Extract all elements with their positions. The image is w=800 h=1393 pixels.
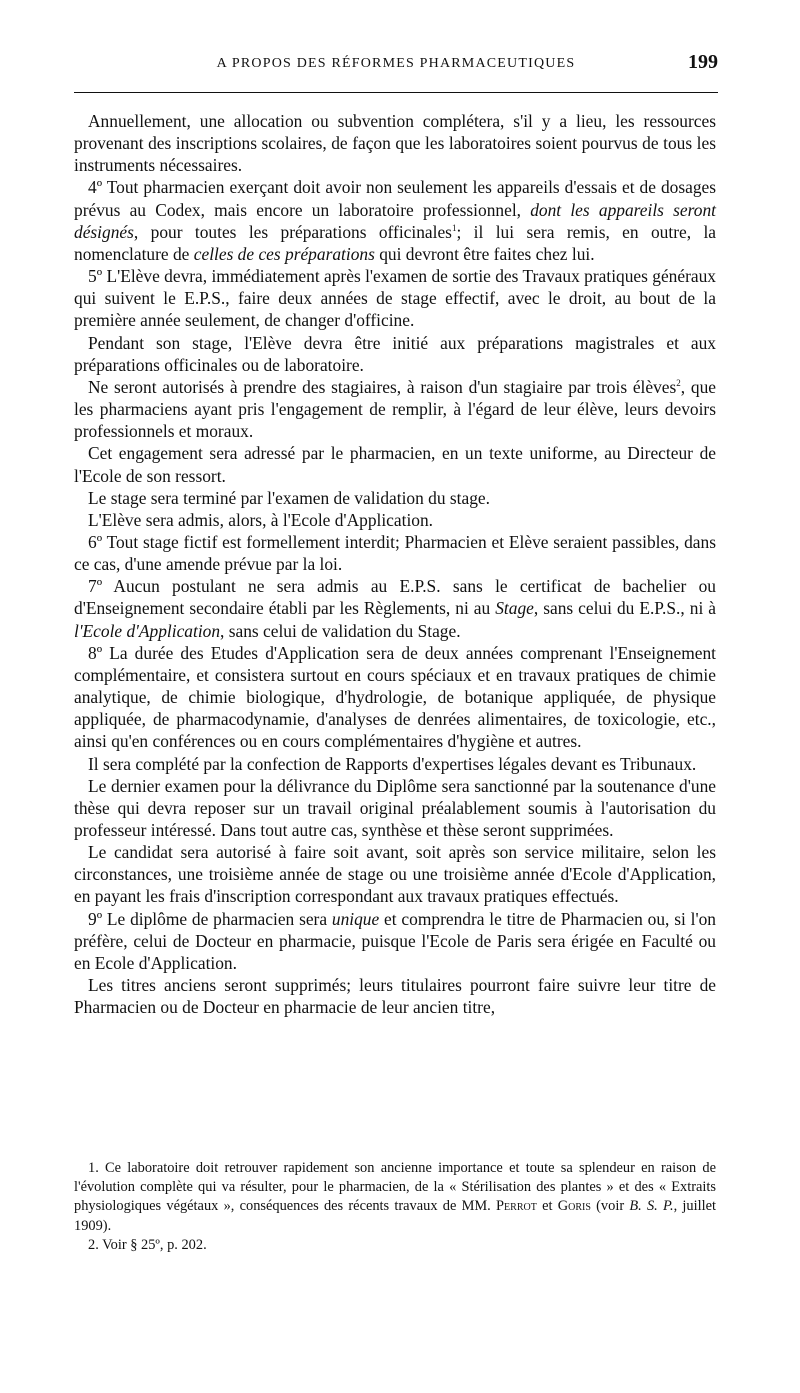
text-run: 6º Tout stage fictif est formellement interdit; Pharmacien et Elève seraient passibles, dans ce cas, d'une amende prévue par la loi. [74, 531, 716, 575]
paragraph-validation [74, 487, 716, 509]
text-run: , juillet 1909). [74, 1198, 716, 1234]
paragraph-titres-anciens [74, 974, 716, 1018]
text-run: et comprendra le titre de Pharmacien ou, si l'on préfère, celui de Docteur en pharmacie, puisque l'Ecole de Paris sera érigée en Faculté ou en Ecole d'Application. [74, 908, 716, 973]
body-text [74, 110, 716, 1018]
text-run: Le stage sera terminé par l'examen de validation du stage. [88, 487, 490, 508]
text-run: 4º Tout pharmacien exerçant doit avoir non seulement les appareils d'essais et de dosages prévus au Codex, mais encore un laboratoire professionnel, [74, 177, 716, 220]
paragraph-article-5 [74, 265, 716, 331]
header-rule [74, 92, 718, 93]
running-header [74, 51, 718, 84]
text-run: 5º L'Elève devra, immédiatement après l'examen de sortie des Travaux pratiques généraux qui suivent le E.P.S., faire deux années de stage effectif, avec le droit, au bout de la première année seulement, de changer d'officine. [74, 266, 716, 331]
text-run: Cet engagement sera adressé par le pharmacien, en un texte uniforme, au Directeur de l'Ecole de son ressort. [74, 443, 716, 486]
paragraph-stagiaires [74, 376, 716, 442]
paragraph-article-9 [74, 908, 716, 974]
paragraph-expertises [74, 753, 716, 775]
page-number: 199 [688, 51, 718, 73]
text-run: 1. Ce laboratoire doit retrouver rapidement son ancienne importance et toute sa splendeur en raison de l'évolution complète qui va résulter, pour le pharmacien, de la « Stérilisation des plantes » et des « Extraits physiologiques végétaux », conséquences des récents travaux de MM. [74, 1160, 716, 1215]
author-name: Perrot [496, 1198, 537, 1215]
text-run: qui devront être faites chez lui. [374, 243, 595, 264]
italic-run: dont les appareils seront désignés [74, 199, 716, 242]
text-run: Ne seront autorisés à prendre des stagiaires, à raison d'un stagiaire par trois élèves [88, 376, 677, 397]
paragraph-stage-initiation [74, 332, 716, 376]
paragraph-engagement [74, 442, 716, 486]
text-run: Pendant son stage, l'Elève devra être initié aux préparations magistrales et aux préparations officinales ou de laboratoire. [74, 332, 716, 375]
footnote-2 [74, 1236, 716, 1255]
footnotes [74, 1159, 716, 1255]
journal-abbrev: B. S. P. [629, 1198, 674, 1215]
text-run: , que les pharmaciens ayant pris l'engagement de remplir, à l'égard de leur élève, leurs devoirs professionnels et moraux. [74, 376, 717, 442]
italic-run: l'Ecole d'Application [74, 620, 221, 641]
text-run: , sans celui du E.P.S., ni à [533, 598, 716, 619]
text-run: 2. Voir § 25º, p. 202. [88, 1236, 207, 1253]
footnote-ref-2[interactable]: 2 [676, 377, 681, 388]
italic-run: Stage [495, 598, 534, 619]
paragraph-admission [74, 509, 716, 531]
text-run: (voir [590, 1198, 630, 1215]
footnote-ref-1[interactable]: 1 [451, 222, 457, 233]
text-run: , pour toutes les préparations officinales [133, 221, 452, 242]
text-run: , sans celui de validation du Stage. [220, 620, 461, 641]
paragraph-diplome-examen [74, 775, 716, 841]
paragraph-service-militaire [74, 841, 716, 907]
paragraph-article-7 [74, 575, 716, 641]
text-run: Les titres anciens seront supprimés; leurs titulaires pourront faire suivre leur titre de Pharmacien ou de Docteur en pharmacie de leur ancien titre, [74, 975, 716, 1018]
paragraph-article-4 [74, 176, 716, 265]
text-run: ; il lui sera remis, en outre, la nomenclature de [74, 221, 716, 264]
text-run: 7º Aucun postulant ne sera admis au E.P.S. sans le certificat de bachelier ou d'Enseignement secondaire établi par les Règlements, ni au [74, 576, 716, 619]
paragraph-article-6 [74, 531, 716, 575]
running-title: A PROPOS DES RÉFORMES PHARMACEUTIQUES [216, 56, 576, 71]
text-run: Le dernier examen pour la délivrance du Diplôme sera sanctionné par la soutenance d'une thèse qui devra reposer sur un travail original préalablement soumis à l'autorisation du professeur intéressé. Dans tout autre cas, synthèse et thèse seront supprimées. [74, 775, 716, 840]
italic-run: celles de ces préparations [193, 243, 375, 264]
author-name: Goris [557, 1198, 591, 1215]
italic-run: unique [331, 908, 380, 929]
paragraph-allocation [74, 110, 716, 176]
text-run: L'Elève sera admis, alors, à l'Ecole d'Application. [88, 509, 434, 530]
text-run: 8º La durée des Etudes d'Application sera de deux années comprenant l'Enseignement complémentaire, et consistera surtout en cours spéciaux et en travaux pratiques de chimie analytique, de chimie biologique, d'hydrologie, de botanique appliquée, de physique appliquée, de pharmacodynamie, d'analyses de denrées alimentaires, de toxicologie, etc., ainsi qu'en conférences ou en cours complémentaires d'hygiène et autres. [74, 642, 716, 752]
paragraph-article-8 [74, 642, 716, 753]
text-run: Il sera complété par la confection de Rapports d'expertises légales devant es Tribunaux. [88, 753, 697, 774]
text-run: Le candidat sera autorisé à faire soit avant, soit après son service militaire, selon les circonstances, une troisième année de stage ou une troisième année d'Ecole d'Application, en payant les frais d'inscription correspondant aux travaux pratiques effectués. [74, 842, 716, 907]
text-run: Annuellement, une allocation ou subvention complétera, s'il y a lieu, les ressources provenant des inscriptions scolaires, de façon que les laboratoires soient pourvus de tous les instruments nécessaires. [74, 111, 716, 176]
footnote-1 [74, 1159, 716, 1236]
text-run: et [536, 1198, 558, 1215]
text-run: 9º Le diplôme de pharmacien sera [88, 908, 332, 929]
